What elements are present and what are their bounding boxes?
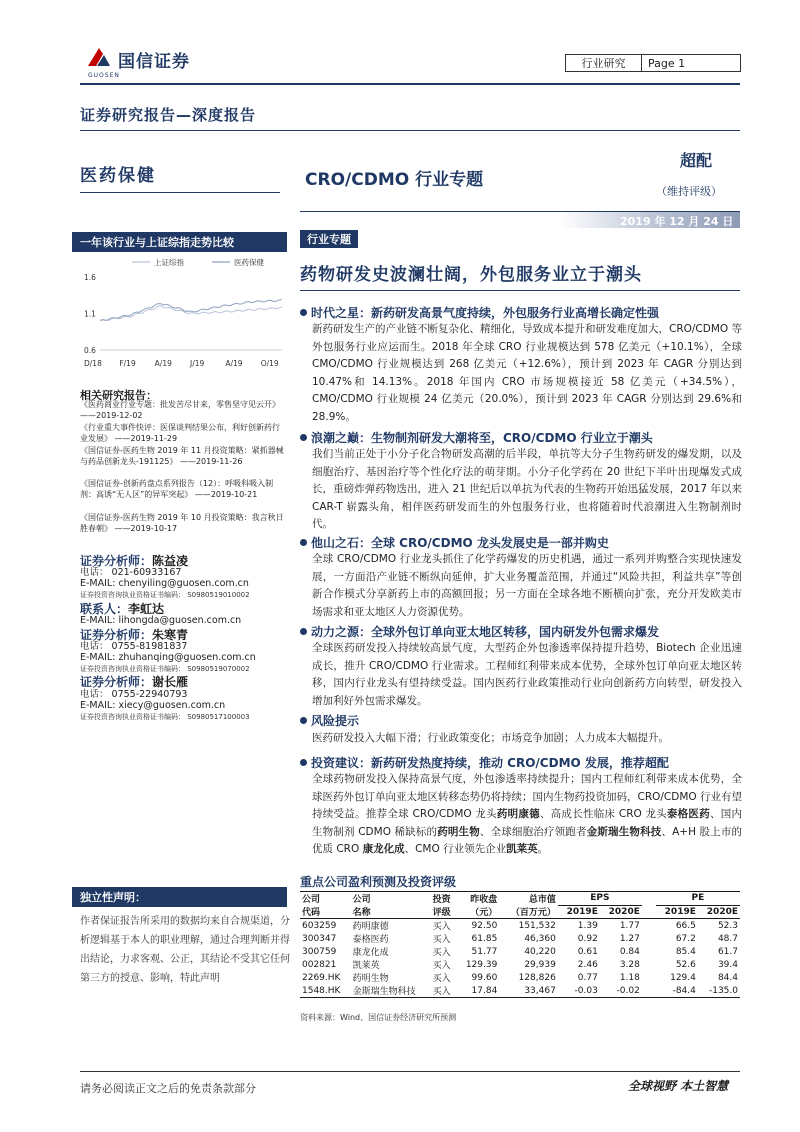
table-header-row: 代码 名称 评级 （元） （百万元） 2019E 2020E 2019E 2020E — [302, 906, 738, 918]
bullet-icon — [300, 717, 307, 724]
footer-rule — [80, 1071, 740, 1072]
related-item[interactable]: 《医药商业行业专题：批发苦尽甘来，零售坚守见云开》 ——2019-12-02 — [80, 400, 280, 420]
table-cell: 51.77 — [471, 946, 498, 957]
table-cell: 151,532 — [518, 920, 556, 931]
analyst-phone: 电话： 0755-22940793 — [80, 689, 188, 700]
table-cell: 46,360 — [524, 933, 556, 944]
stock-pick: 药明生物 — [437, 825, 480, 838]
y-tick-label: 1.1 — [84, 309, 96, 319]
report-date: 2019 年 12 月 24 日 — [620, 215, 734, 228]
table-cell: 药明康德 — [352, 922, 389, 932]
header-section: 行业研究 — [566, 55, 642, 71]
y-tick-label: 1.6 — [84, 273, 96, 282]
table-cell: 300759 — [302, 946, 337, 957]
table-cell: 40,220 — [524, 946, 556, 957]
table-cell: 2269.HK — [302, 972, 341, 983]
stock-pick: 药明康德 — [496, 808, 540, 820]
table-cell: 0.92 — [577, 933, 598, 944]
bullet-icon — [300, 759, 307, 766]
contact-name: 李虹达 — [128, 602, 165, 616]
table-cell: 买入 — [432, 922, 451, 932]
table-cell: 129.39 — [465, 959, 498, 970]
page-number: Page 1 — [648, 56, 686, 70]
disclaimer-body: 作者保证报告所采用的数据均来自合规渠道，分析逻辑基于本人的职业理解，通过合理判断并得出结论，力求客观、公正，其结论不受其它任何第三方的授意、影响，特此声明 — [80, 916, 290, 984]
table-cell: 128,826 — [518, 972, 556, 983]
table-cell: 129.4 — [670, 972, 696, 983]
table-cell: 84.4 — [717, 972, 738, 983]
analyst-email[interactable]: E-MAIL: xiecy@guosen.com.cn — [80, 700, 226, 711]
section-title: 浪潮之巅：生物制剂研发大潮将至，CRO/CDMO 行业立于潮头 — [300, 429, 653, 446]
table-row — [300, 945, 740, 958]
related-item[interactable]: 《行业重大事件快评：医保谈判结果公布，利好创新药行业发展》 ——2019-11-29 — [80, 423, 280, 443]
table-cell: 48.7 — [717, 933, 738, 944]
section-body: 全球医药研发投入持续较高景气度，大型药企外包渗透率保持提升趋势，Biotech 企业迅速成长，推升 CRO/CDMO 行业需求。工程师红利带来成本优势，全球外包订单向亚太地区转移，国内行业龙头有望持续受益。国内医药行业政策推动行业向创新药方向转型，研发投入增加利好外包需求爆发。 — [312, 642, 742, 707]
table-source: 资料来源：Wind、国信证券经济研究所预测 — [300, 1013, 457, 1022]
contact-email[interactable]: E-MAIL: lihongda@guosen.com.cn — [80, 615, 242, 626]
section-title: 投资建议：新药研发热度持续，推动 CRO/CDMO 发展，推荐超配 — [300, 754, 669, 771]
section-title: 动力之源：全球外包订单向亚太地区转移，国内研发外包需求爆发 — [300, 623, 659, 640]
legend-label-index: 上证综指 — [154, 258, 184, 267]
table-cell: 85.4 — [675, 946, 696, 957]
brand-en: GUOSEN — [88, 72, 120, 79]
table-cell: 1.18 — [619, 972, 640, 983]
stock-pick: 凯莱英 — [506, 843, 538, 855]
table-cell: 002821 — [302, 959, 337, 970]
table-cell: 药明生物 — [352, 974, 389, 984]
table-cell: 凯莱英 — [352, 961, 380, 971]
header-rule — [80, 83, 740, 85]
table-cell: 92.50 — [471, 920, 498, 931]
table-cell: -0.02 — [600, 984, 642, 998]
x-tick-label: A/19 — [225, 359, 243, 368]
doc-type-rule — [80, 130, 740, 131]
table-cell: 买入 — [432, 935, 451, 945]
analyst-name: 谢长雁 — [152, 675, 189, 689]
related-item[interactable]: 《国信证券-医药生物 2019 年 11 月投资策略：紧抓器械与药品创新龙头-191125》 ——2019-11-26 — [80, 446, 284, 466]
table-cell: 603259 — [302, 920, 337, 931]
doc-type: 证券研究报告—深度报告 — [80, 106, 257, 124]
forecast-table — [300, 891, 740, 998]
disclaimer-header: 独立性声明： — [72, 887, 287, 907]
y-tick-label: 0.6 — [84, 346, 96, 355]
x-tick-label: J/19 — [190, 359, 205, 368]
sector-rule — [80, 192, 280, 193]
section-body: 新药研发生产的产业链不断复杂化、精细化，导致成本提升和研发难度加大，CRO/CDMO 等外包服务行业应运而生。2018 年全球 CRO 行业规模达到 578 亿美元（+10.1%），全球 CMO/CDMO 行业规模达到 268 亿美元（+12.6%），预计到 2023 年 CAGR 分别达到 10.47%和 14.13%。2018 年国内 CRO 市场规模接近 58 亿美元（+34.5%）， CMO/CDMO 行业规模 24 亿美元（20.0%），预计到 2023 年 CAGR 分别达到 29.6%和 28.9%。 — [312, 323, 743, 423]
brand-name: 国信证券 — [118, 52, 190, 72]
bullet-icon — [300, 628, 307, 635]
table-cell: 1.77 — [619, 920, 640, 931]
table-cell: 康龙化成 — [352, 948, 389, 958]
x-tick-label: F/19 — [119, 359, 136, 368]
analyst-name: 朱寒青 — [152, 628, 189, 642]
table-cell: -135.0 — [698, 984, 740, 998]
table-cell: 买入 — [432, 961, 451, 971]
analyst-name: 陈益凌 — [152, 554, 189, 568]
table-row — [300, 932, 740, 945]
table-row — [300, 984, 740, 998]
table-cell: 2.46 — [577, 959, 598, 970]
section-body: 全球药物研发投入保持高景气度，外包渗透率持续提升；国内工程师红利带来成本优势，全球医药外包订单向亚太地区转移态势仍将持续；国内生物药投资加码，CRO/CDMO 行业有望持续受益。推荐全球 CRO/CDMO 龙头药明康德、高成长性临床 CRO 龙头泰格医药、国内生物制剂 CDMO 稀缺标的药明生物、全球细胞治疗领跑者金斯瑞生物科技、A+H 股上市的优质 CRO 康龙化成、CMO 行业领先企业凯莱英。 — [312, 773, 743, 855]
x-tick-label: A/19 — [154, 359, 172, 368]
table-title: 重点公司盈利预测及投资评级 — [300, 875, 457, 889]
table-cell: 1.39 — [577, 920, 598, 931]
table-cell: 61.7 — [717, 946, 738, 957]
table-cell: 0.61 — [577, 946, 598, 957]
table-cell: 3.28 — [619, 959, 640, 970]
chart-header: 一年该行业与上证综指走势比较 — [72, 232, 287, 252]
legend-label-sector: 医药保健 — [234, 258, 264, 267]
table-cell: 52.6 — [675, 959, 696, 970]
bullet-icon — [300, 539, 307, 546]
table-cell: 300347 — [302, 933, 337, 944]
stock-pick: 康龙化成 — [362, 843, 405, 855]
table-cell: 0.77 — [577, 972, 598, 983]
sector: 医药保健 — [80, 166, 156, 186]
x-tick-label: O/19 — [260, 359, 279, 368]
table-cell: 33,467 — [499, 984, 558, 998]
analyst-cert: 证券投资咨询执业资格证书编码： S0980519070002 — [80, 665, 250, 673]
section-title: 时代之星：新药研发高景气度持续，外包服务行业高增长确定性强 — [300, 304, 659, 321]
related-item[interactable]: 《国信证券-创新药盘点系列报告（12）：呼吸科吸入制剂：高诱“无人区”的异军突起》 ——2019-10-21 — [80, 479, 274, 499]
table-cell: 66.5 — [675, 920, 696, 931]
table-cell: -0.03 — [558, 984, 600, 998]
table-cell: 买入 — [431, 984, 457, 998]
analyst-heading: 证券分析师：陈益凌 — [80, 554, 189, 568]
table-cell: 29,939 — [524, 959, 556, 970]
x-tick-label: D/18 — [84, 359, 102, 368]
guosen-logo-icon — [86, 44, 112, 70]
related-title: 相关研究报告： — [80, 389, 157, 402]
table-row — [300, 971, 740, 984]
analyst-heading: 证券分析师：谢长雁 — [80, 675, 189, 689]
footer-disclaimer: 请务必阅读正文之后的免责条款部分 — [80, 1082, 256, 1095]
table-cell: 买入 — [432, 948, 451, 958]
table-cell: 67.2 — [675, 933, 696, 944]
table-cell: -84.4 — [656, 984, 698, 998]
header-box — [565, 54, 741, 72]
footer-slogan: 全球视野 本土智慧 — [628, 1079, 729, 1093]
trend-chart — [72, 252, 287, 372]
headline-rule — [300, 290, 740, 291]
table-cell: 金斯瑞生物科技 — [351, 984, 431, 998]
rating-note: （维持评级） — [656, 185, 722, 198]
analyst-heading: 证券分析师：朱寒青 — [80, 628, 189, 642]
rating: 超配 — [680, 151, 713, 170]
analyst-phone: 电话： 0755-81981837 — [80, 641, 188, 652]
stock-pick: 泰格医药 — [666, 808, 710, 820]
table-cell: 买入 — [432, 974, 451, 984]
report-title: CRO/CDMO 行业专题 — [305, 170, 484, 190]
table-row — [300, 958, 740, 971]
analyst-cert: 证券投资咨询执业资格证书编码： S0980517100003 — [80, 713, 250, 721]
section-body: 全球 CRO/CDMO 行业龙头抓住了化学药爆发的历史机遇，通过一系列并购整合实现快速发展，一方面沿产业链不断纵向延伸，扩大业务覆盖范围，并通过“风险共担，利益共享”等创新合作模式分享新药上市的高额回报；另一方面在全球各地不断横向扩张，充分开发欧美市场需求和亚太地区人力资源优势。 — [312, 553, 742, 618]
table-cell: 0.84 — [619, 946, 640, 957]
section-title: 风险提示 — [300, 712, 359, 729]
series-line-index — [100, 306, 282, 321]
analyst-email[interactable]: E-MAIL: chenyiling@guosen.com.cn — [80, 578, 249, 589]
table-header-row: 公司 公司 投资 昨收盘 总市值 EPS PE — [300, 892, 740, 906]
table-cell: 1548.HK — [300, 984, 351, 998]
stock-pick: 金斯瑞生物科技 — [586, 825, 662, 838]
section-body: 我们当前正处于小分子化合物研发高潮的后半段，单抗等大分子生物药研发的爆发期，以及细胞治疗、基因治疗等个性化疗法的萌芽期。小分子化学药在 20 世纪下半叶出现爆发式成长，重磅炸弹药物迭出，进入 21 世纪后以单抗为代表的生物药开始迅猛发展，2017 年以来 CAR-T 崭露头角，相伴医药研发而生的外包服务行业，也将随着时代浪潮进入生物制剂时代。 — [312, 448, 742, 530]
analyst-cert: 证券投资咨询执业资格证书编码： S0980519010002 — [80, 591, 250, 599]
table-cell: 99.60 — [471, 972, 498, 983]
table-cell: 泰格医药 — [352, 935, 389, 945]
table-cell: 1.27 — [619, 933, 640, 944]
bullet-icon — [300, 309, 307, 316]
related-item[interactable]: 《国信证券-医药生物 2019 年 10 月投资策略：我言秋日胜春朝》 ——2019-10-17 — [80, 513, 284, 533]
table-cell: 61.85 — [471, 933, 498, 944]
section-title: 他山之石：全球 CRO/CDMO 龙头发展史是一部并购史 — [300, 534, 609, 551]
analyst-email[interactable]: E-MAIL: zhuhanqing@guosen.com.cn — [80, 652, 256, 663]
table-cell: 17.84 — [457, 984, 499, 998]
headline: 药物研发史波澜壮阔，外包服务业立于潮头 — [300, 265, 642, 285]
analyst-phone: 电话： 021-60933167 — [80, 567, 182, 578]
section-tag: 行业专题 — [300, 230, 358, 248]
table-row — [300, 919, 740, 933]
bullet-icon — [300, 434, 307, 441]
table-cell: 39.4 — [717, 959, 738, 970]
contact-heading: 联系人：李虹达 — [80, 602, 165, 616]
section-body: 医药研发投入大幅下滑；行业政策变化；市场竞争加剧；人力成本大幅提升。 — [312, 732, 669, 744]
table-cell: 52.3 — [717, 920, 738, 931]
